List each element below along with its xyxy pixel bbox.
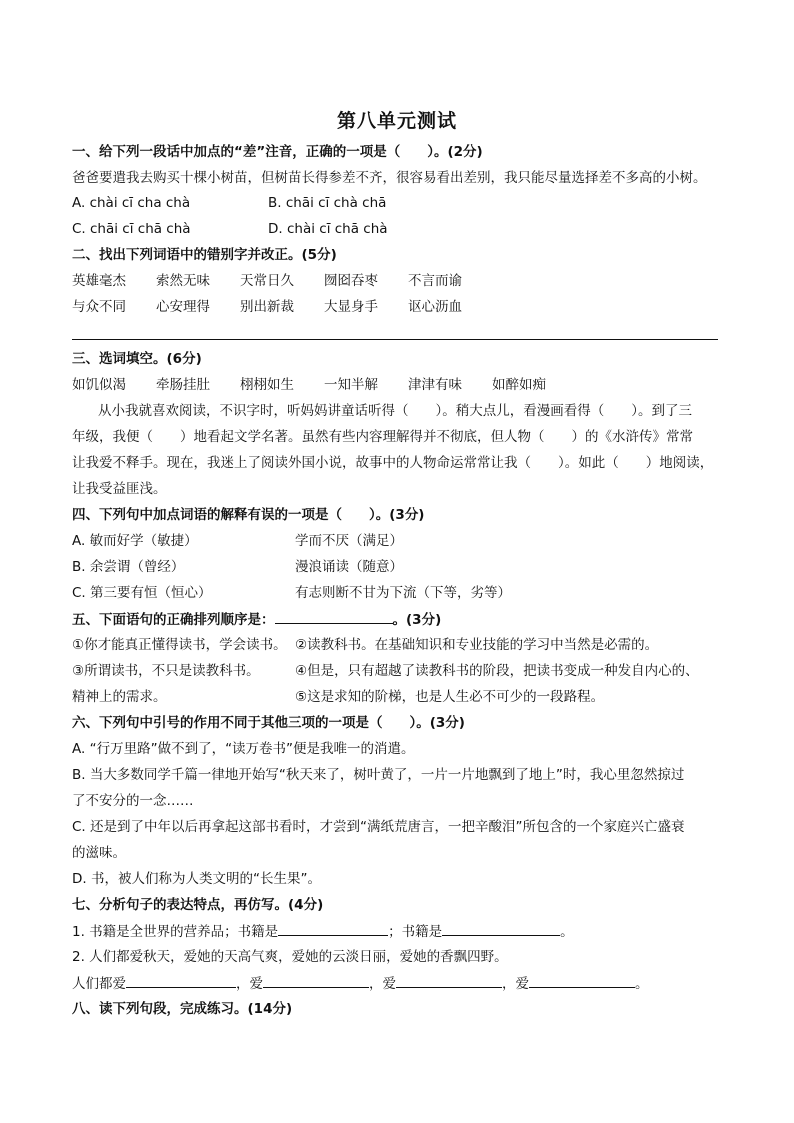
q7-blank-4[interactable]	[263, 973, 369, 988]
q7-s1-text: 1. 书籍是全世界的营养品；书籍是	[72, 924, 279, 940]
q7-sentence-3	[72, 973, 649, 994]
q2-word: 天常日久	[240, 273, 294, 289]
q2-word: 别出新裁	[240, 299, 294, 315]
q7-blank-1[interactable]	[278, 921, 388, 936]
q4-option-c-right: 有志则断不甘为下流（下等，劣等）	[295, 585, 511, 601]
q6-option-a: A. “行万里路”做不到了，“读万卷书”便是我唯一的消遣。	[72, 741, 415, 757]
q2-word: 心安理得	[156, 299, 210, 315]
q3-word: 一知半解	[324, 377, 378, 393]
q6-option-b: B. 当大多数同学千篇一律地开始写“秋天来了，树叶黄了，一片一片地飘到了地上”时，我心里忽然掠过	[72, 767, 685, 783]
q1-heading: 一、给下列一段话中加点的“差”注音，正确的一项是（ ）。(2分)	[72, 144, 483, 160]
q6-option-c: C. 还是到了中年以后再拿起这部书看时，才尝到“满纸荒唐言，一把辛酸泪”所包含的一个家庭兴亡盛衰	[72, 819, 685, 835]
q6-option-c-cont: 的滋味。	[72, 845, 126, 861]
page-title: 第八单元测试	[336, 110, 457, 132]
q5-item-1: ①你才能真正懂得读书，学会读书。	[72, 637, 287, 653]
answer-line	[72, 339, 718, 340]
q3-word: 栩栩如生	[240, 377, 294, 393]
q8-heading: 八、读下列句段，完成练习。(14分)	[72, 1001, 293, 1017]
q5-heading-score: 。(3分)	[392, 612, 442, 628]
q6-option-b-cont: 了不安分的一念……	[72, 793, 194, 809]
q1-text: 爸爸要遣我去购买十棵小树苗，但树苗长得参差不齐，很容易看出差别，我只能尽量选择差不多高的小树。	[72, 170, 707, 186]
q5-answer-blank[interactable]	[275, 609, 393, 624]
q4-option-c-left: C. 第三要有恒（恒心）	[72, 585, 212, 601]
q3-word: 津津有味	[408, 377, 462, 393]
q2-word: 大显身手	[324, 299, 378, 315]
q6-heading: 六、下列句中引号的作用不同于其他三项的一项是（ ）。(3分)	[72, 715, 465, 731]
q7-s3-text: 人们都爱	[72, 976, 126, 992]
q2-word: 囫囵吞枣	[324, 273, 378, 289]
q3-paragraph-line: 让我爱不释手。现在，我迷上了阅读外国小说，故事中的人物命运常常让我（ ）。如此（ ）地阅读，	[72, 455, 714, 471]
q5-item-4: ④但是，只有超越了读教科书的阶段，把读书变成一种发自内心的、	[295, 663, 699, 679]
q1-option-a: A. chài cī cha chà	[72, 195, 191, 211]
q7-blank-6[interactable]	[529, 973, 635, 988]
q4-heading: 四、下列句中加点词语的解释有误的一项是（ ）。(3分)	[72, 507, 425, 523]
q7-sentence-1	[72, 921, 574, 942]
q4-option-b-right: 漫浪诵读（随意）	[295, 559, 403, 575]
q7-blank-2[interactable]	[442, 921, 560, 936]
q4-option-a-right: 学而不厌（满足）	[295, 533, 403, 549]
q7-sentence-2: 2. 人们都爱秋天，爱她的天高气爽，爱她的云淡日丽，爱她的香飘四野。	[72, 949, 508, 965]
q2-word: 索然无味	[156, 273, 210, 289]
q3-word: 如饥似渴	[72, 377, 126, 393]
q2-word: 英雄毫杰	[72, 273, 126, 289]
q2-word: 讴心沥血	[408, 299, 462, 315]
q7-s3-text: ，爱	[502, 976, 529, 992]
q7-heading: 七、分析句子的表达特点，再仿写。(4分)	[72, 897, 324, 913]
q5-item-5: ⑤这是求知的阶梯，也是人生必不可少的一段路程。	[295, 689, 605, 705]
q6-option-d: D. 书，被人们称为人类文明的“长生果”。	[72, 871, 321, 887]
q3-word: 如醉如痴	[492, 377, 546, 393]
q7-s1-text: ；书籍是	[388, 924, 443, 940]
q3-word: 牵肠挂肚	[156, 377, 210, 393]
q3-heading: 三、选词填空。(6分)	[72, 351, 202, 367]
q5-item-3: ③所谓读书，不只是读教科书。	[72, 663, 260, 679]
q2-word: 与众不同	[72, 299, 126, 315]
q7-blank-5[interactable]	[396, 973, 502, 988]
q7-blank-3[interactable]	[126, 973, 236, 988]
q5-item-2: ②读教科书。在基础知识和专业技能的学习中当然是必需的。	[295, 637, 659, 653]
q3-paragraph-line: 让我受益匪浅。	[72, 481, 167, 497]
q2-heading: 二、找出下列词语中的错别字并改正。(5分)	[72, 247, 337, 263]
q5-item-4-cont: 精神上的需求。	[72, 689, 167, 705]
q3-paragraph-line: 年级，我便（ ）地看起文学名著。虽然有些内容理解得并不彻底，但人物（ ）的《水浒传》常常	[72, 429, 693, 445]
q1-option-d: D. chài cī chā chà	[268, 221, 388, 237]
q7-s3-text: ，爱	[369, 976, 396, 992]
q7-s3-text: ，爱	[236, 976, 263, 992]
q4-option-a-left: A. 敏而好学（敏捷）	[72, 533, 198, 549]
q7-s3-text: 。	[635, 976, 649, 992]
q4-option-b-left: B. 余尝谓（曾经）	[72, 559, 185, 575]
q3-paragraph-line: 从小我就喜欢阅读，不识字时，听妈妈讲童话听得（ ）。稍大点儿，看漫画看得（ ）。到了三	[98, 403, 692, 419]
q1-option-b: B. chāi cī chà chā	[268, 195, 387, 211]
q5-heading-text: 五、下面语句的正确排列顺序是：	[72, 612, 275, 628]
q1-option-c: C. chāi cī chā chà	[72, 221, 191, 237]
q7-s1-text: 。	[560, 924, 574, 940]
q2-word: 不言而谕	[408, 273, 462, 289]
q5-heading	[72, 609, 441, 630]
